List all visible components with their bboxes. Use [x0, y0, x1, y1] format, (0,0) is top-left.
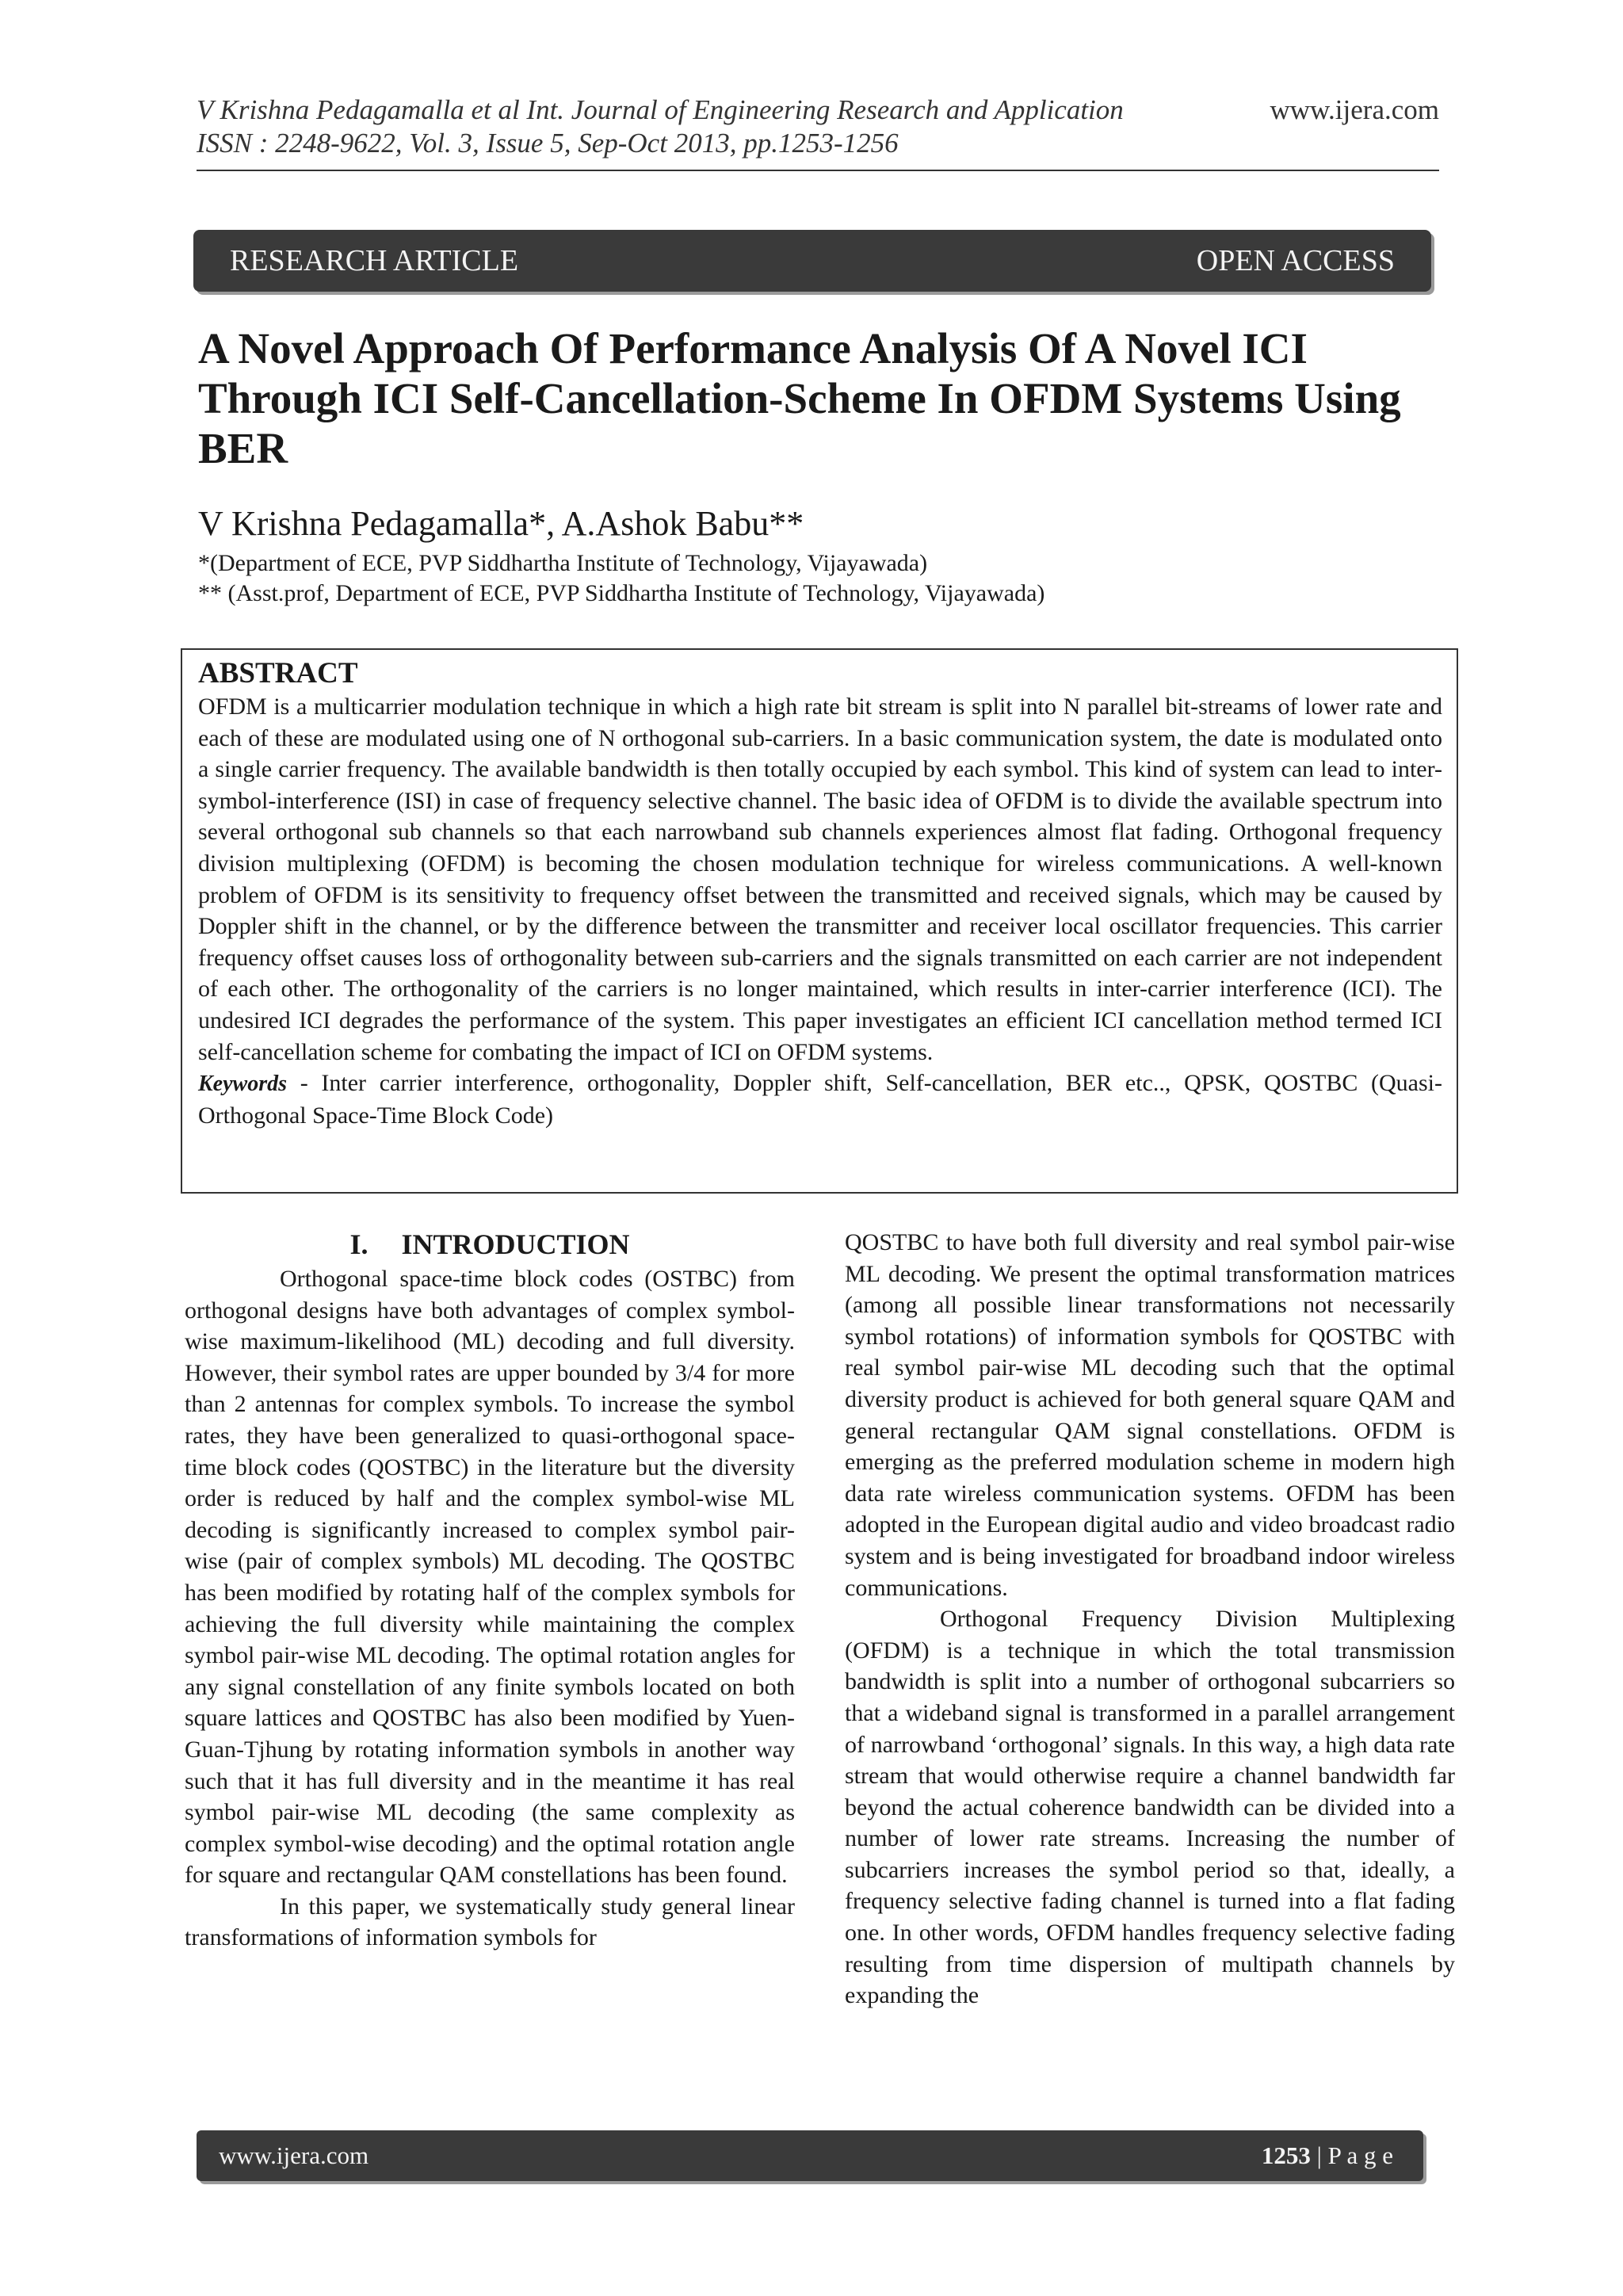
issn-line: ISSN : 2248-9622, Vol. 3, Issue 5, Sep-Oct 2013, pp.1253-1256 — [197, 128, 899, 159]
keywords — [198, 1068, 1442, 1131]
section-heading-introduction — [185, 1227, 795, 1262]
paper-title: A Novel Approach Of Performance Analysis Of A Novel ICI Through ICI Self-Cancellation-Scheme In OFDM Systems Using BER — [198, 324, 1401, 472]
abstract-heading: ABSTRACT — [198, 657, 358, 690]
header-rule — [197, 170, 1439, 171]
article-type-banner — [193, 230, 1431, 292]
intro-paragraph-1: Orthogonal space-time block codes (OSTBC) from orthogonal designs have both advantages of complex symbol-wise maximum-likelihood (ML) decoding and full diversity. However, their symbol rates are upper bounded by 3/4 for more than 2 antennas for complex symbols. To increase the symbol rates, they have been generalized to quasi-orthogonal space-time block codes (QOSTBC) in the literature but the diversity order is reduced by half and the complex symbol-wise ML decoding is significantly increased to complex symbol pair-wise (pair of complex symbols) ML decoding. The QOSTBC has been modified by rotating half of the complex symbols for achieving the full diversity while maintaining the complex symbol pair-wise ML decoding. The optimal rotation angles for any signal constellation of any finite symbols located on both square lattices and QOSTBC has also been modified by Yuen-Guan-Tjhung by rotating information symbols in another way such that it has full diversity and in the meantime it has real symbol pair-wise ML decoding (the same complexity as complex symbol-wise decoding) and the optimal rotation angle for square and rectangular QAM constellations has been found. — [185, 1266, 795, 1889]
running-header — [197, 94, 1439, 160]
section-number: I. — [349, 1228, 369, 1260]
page-label: | P a g e — [1316, 2141, 1393, 2169]
page-footer — [197, 2130, 1423, 2181]
open-access-label: OPEN ACCESS — [1196, 244, 1395, 277]
page-number: 1253 — [1261, 2141, 1311, 2169]
intro-paragraph-4: Orthogonal Frequency Division Multiplexing (OFDM) is a technique in which the total transmission bandwidth is split into a number of orthogonal subcarriers so that a wideband signal is transformed in a parallel arrangement of narrowband ‘orthogonal’ signals. In this way, a high data rate stream that would otherwise require a channel bandwidth far beyond the actual coherence bandwidth can be divided into a number of lower rate streams. Increasing the number of subcarriers increases the symbol period so that, ideally, a frequency selective fading channel is turned into a flat fading one. In other words, OFDM handles frequency selective fading resulting from time dispersion of multipath channels by expanding the — [845, 1606, 1455, 2009]
journal-website-link[interactable]: www.ijera.com — [1270, 94, 1439, 125]
research-article-label: RESEARCH ARTICLE — [230, 244, 519, 277]
intro-paragraph-2: In this paper, we systematically study general linear transformations of information symbols for — [185, 1893, 795, 1951]
affiliation-1: *(Department of ECE, PVP Siddhartha Institute of Technology, Vijayawada) — [198, 550, 928, 576]
left-column — [185, 1227, 795, 1954]
section-title: INTRODUCTION — [401, 1228, 630, 1260]
abstract-box — [181, 648, 1458, 1194]
affiliation-2: ** (Asst.prof, Department of ECE, PVP Siddhartha Institute of Technology, Vijayawada) — [198, 580, 1045, 606]
intro-paragraph-3: QOSTBC to have both full diversity and real symbol pair-wise ML decoding. We present the optimal transformation matrices (among all possible linear transformations not necessarily symbol rotations) of information symbols for QOSTBC with real symbol pair-wise ML decoding such that the optimal diversity product is achieved for both general square QAM and general rectangular QAM signal constellations. OFDM is emerging as the preferred modulation scheme in modern high data rate wireless communication systems. OFDM has been adopted in the European digital audio and video broadcast radio system and is being investigated for broadband indoor wireless communications. — [845, 1229, 1455, 1601]
keywords-text: - Inter carrier interference, orthogonality, Doppler shift, Self-cancellation, BER etc.., QPSK, QOSTBC (Quasi-Orthogonal Space-Time Block Code) — [198, 1070, 1442, 1129]
right-column — [845, 1227, 1455, 2011]
footer-website-link[interactable]: www.ijera.com — [219, 2141, 369, 2169]
journal-citation: V Krishna Pedagamalla et al Int. Journal of Engineering Research and Application — [197, 94, 1124, 125]
keywords-label: Keywords — [198, 1072, 287, 1097]
author-list: V Krishna Pedagamalla*, A.Ashok Babu** — [198, 504, 804, 543]
page-number-block — [1262, 2141, 1393, 2170]
abstract-text: OFDM is a multicarrier modulation technique in which a high rate bit stream is split into N parallel bit-streams of lower rate and each of these are modulated using one of N orthogonal sub-carriers. In a basic communication system, the date is modulated onto a single carrier frequency. The available bandwidth is then totally occupied by each symbol. This kind of system can lead to inter-symbol-interference (ISI) in case of frequency selective channel. The basic idea of OFDM is to divide the available spectrum into several orthogonal sub channels so that each narrowband sub channels experiences almost flat fading. Orthogonal frequency division multiplexing (OFDM) is becoming the chosen modulation technique for wireless communications. A well-known problem of OFDM is its sensitivity to frequency offset between the transmitted and received signals, which may be caused by Doppler shift in the channel, or by the difference between the transmitter and receiver local oscillator frequencies. This carrier frequency offset causes loss of orthogonality between sub-carriers and the signals transmitted on each carrier are not independent of each other. The orthogonality of the carriers is no longer maintained, which results in inter-carrier interference (ICI). The undesired ICI degrades the performance of the system. This paper investigates an efficient ICI cancellation method termed ICI self-cancellation scheme for combating the impact of ICI on OFDM systems. — [198, 693, 1442, 1065]
